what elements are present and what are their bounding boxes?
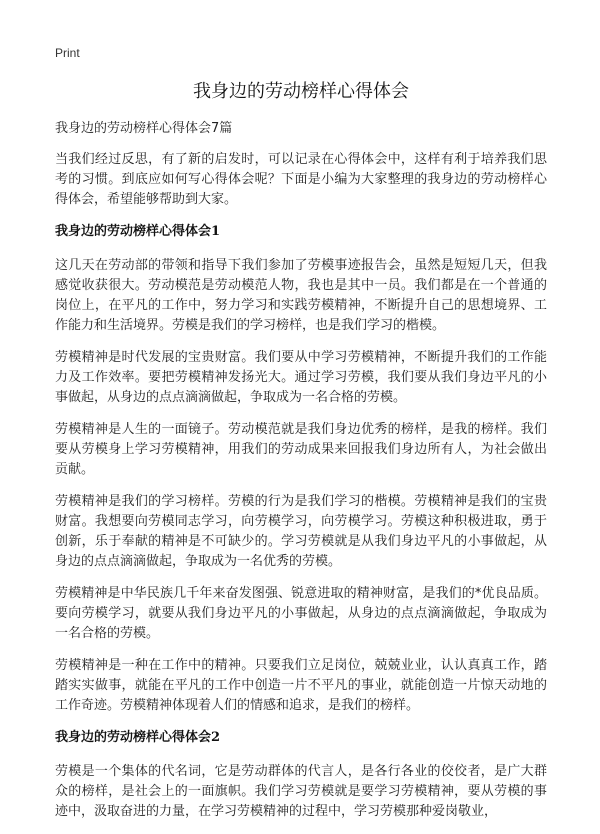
document-subtitle: 我身边的劳动榜样心得体会7篇: [55, 121, 233, 136]
section-1-paragraph-2: 劳模精神是时代发展的宝贵财富。我们要从中学习劳模精神，不断提升我们的工作能力及工作效率。要把劳模精神发扬光大。通过学习劳模，我们要从我们身边平凡的小事做起，从身边的点点滴滴做起，争取成为一名合格的劳模。: [55, 350, 547, 405]
section-2-paragraph-1: 劳模是一个集体的代名词，它是劳动群体的代言人，是各行各业的佼佼者，是广大群众的榜样，是社会上的一面旗帜。我们学习劳模就是要学习劳模精神，要从劳模的事迹中，汲取奋进的力量，在学习劳模精神的过程中，学习劳模那种爱岗敬业，: [55, 764, 547, 819]
document-title: 我身边的劳动榜样心得体会: [193, 81, 409, 102]
section-1-paragraph-4: 劳模精神是我们的学习榜样。劳模的行为是我们学习的楷模。劳模精神是我们的宝贵财富。我想要向劳模同志学习，向劳模学习，向劳模学习。劳模这种积极进取，勇于创新，乐于奉献的精神是不可缺少的。学习劳模就是从我们身边平凡的小事做起，从身边的点点滴滴做起，争取成为一名优秀的劳模。: [55, 494, 547, 569]
section-1-paragraph-3: 劳模精神是人生的一面镜子。劳动模范就是我们身边优秀的榜样，是我的榜样。我们要从劳模身上学习劳模精神，用我们的劳动成果来回报我们身边所有人，为社会做出贡献。: [55, 422, 547, 477]
section-1-paragraph-1: 这几天在劳动部的带领和指导下我们参加了劳模事迹报告会，虽然是短短几天，但我感觉收获很大。劳动模范是劳动模范人物，我也是其中一员。我们都是在一个普通的岗位上，在平凡的工作中，努力学习和实践劳模精神，不断提升自己的思想境界、工作能力和生活境界。劳模是我们的学习榜样，也是我们学习的楷模。: [55, 258, 547, 333]
document-body: [55, 150, 547, 834]
section-heading-1: 我身边的劳动榜样心得体会1: [55, 224, 221, 239]
intro-paragraph: 当我们经过反思，有了新的启发时，可以记录在心得体会中，这样有利于培养我们思考的习惯。到底应如何写心得体会呢？下面是小编为大家整理的我身边的劳动榜样心得体会，希望能够帮助到大家。: [55, 152, 547, 207]
print-link[interactable]: Print: [55, 46, 80, 60]
section-heading-2: 我身边的劳动榜样心得体会2: [55, 730, 221, 745]
section-1-paragraph-6: 劳模精神是一种在工作中的精神。只要我们立足岗位，兢兢业业，认认真真工作，踏踏实实做事，就能在平凡的工作中创造一片不平凡的事业，就能创造一片惊天动地的工作奇迹。劳模精神体现着人们的情感和追求，是我们的榜样。: [55, 658, 547, 713]
section-1-paragraph-5: 劳模精神是中华民族几千年来奋发图强、锐意进取的精神财富，是我们的*优良品质。要向劳模学习，就要从我们身边平凡的小事做起，从身边的点点滴滴做起，争取成为一名合格的劳模。: [55, 586, 547, 641]
